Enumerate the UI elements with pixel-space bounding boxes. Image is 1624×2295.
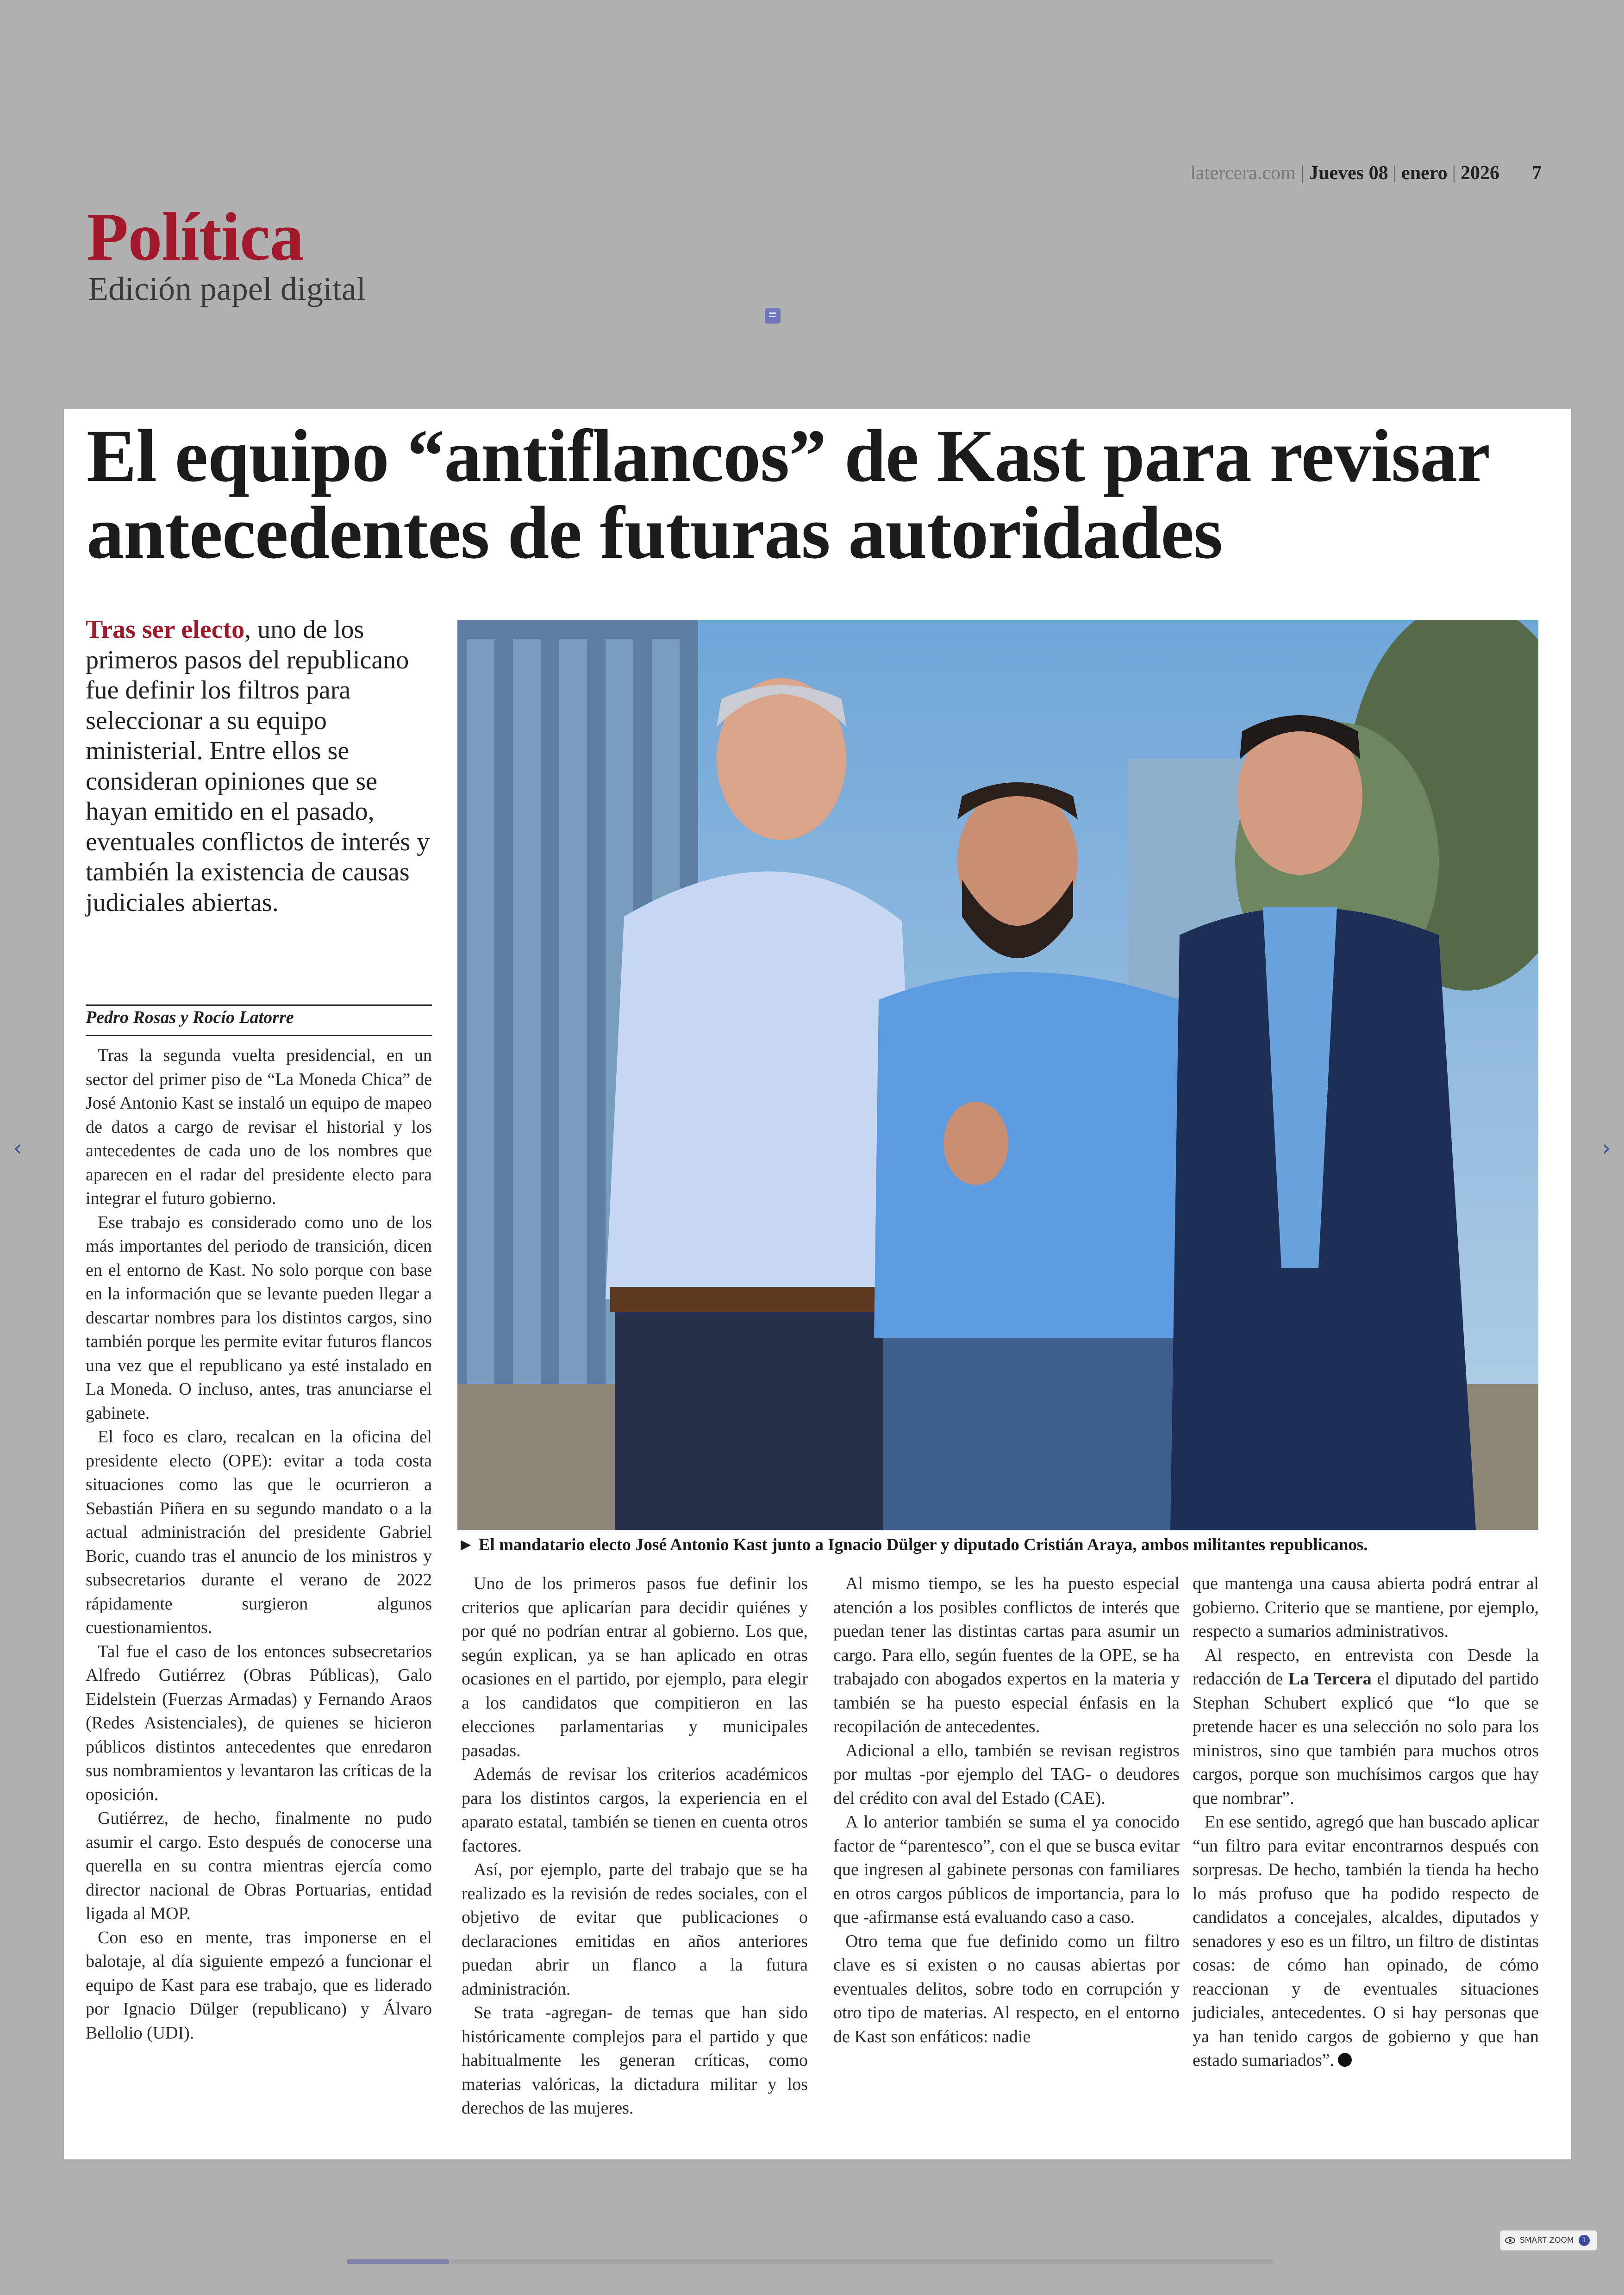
- paragraph: Tal fue el caso de los entonces subsecretarios Alfredo Gutiérrez (Obras Públicas), Galo Eidelstein (Fuerzas Armadas) y Fernando Araos (Redes Asistenciales), de quienes se hicieron públicos distintos antecedentes que enredaron sus nombramientos y levantaron las críticas de la oposición.: [86, 1641, 432, 1804]
- newspaper-name: La Tercera: [1288, 1669, 1372, 1689]
- lead-text: , uno de los primeros pasos del republicano fue definir los filtros para seleccionar a su equipo ministerial. Entre ellos se consideran opiniones que se hayan emitido en el pasado, eventuales conflictos de interés y también la existencia de causas judiciales abiertas.: [86, 615, 430, 917]
- previous-page-button[interactable]: ‹: [13, 1135, 22, 1160]
- paragraph: Así, por ejemplo, parte del trabajo que se ha realizado es la revisión de redes sociales, con el objetivo de evitar que publicaciones o declaraciones emitidas en años anteriores puedan abrir un flanco a la futura administración.: [462, 1860, 808, 1999]
- newspaper-page: [64, 409, 1571, 2159]
- paragraph: Se trata -agregan- de temas que han sido históricamente complejos para el partido y que habitualmente les generan críticas, como materias valóricas, la dictadura militar y los derechos de las mujeres.: [462, 2003, 808, 2118]
- page-progress-bar[interactable]: [347, 2259, 1273, 2264]
- paragraph: Además de revisar los criterios académicos para los distintos cargos, la experiencia en el aparato estatal, también se tienen en cuenta otros factores.: [462, 1765, 808, 1856]
- paragraph: En ese sentido, agregó que han buscado aplicar “un filtro para evitar encontrarnos después con sorpresas. De hecho, también la tienda ha hecho lo más profuso que ha podido respecto de candidatos a concejales, alcaldes, diputados y senadores y eso es un filtro, un filtro de distintas cosas: de cómo han opinado, de cómo reaccionan y de eventuales situaciones judiciales, antecedentes. O si hay personas que ya han tenido cargos de gobierno y que han estado sumariados”.: [1193, 1812, 1539, 2070]
- text-column-2: [462, 1572, 808, 2120]
- page-number: 7: [1532, 162, 1542, 184]
- date-line: latercera.com | Jueves 08 | enero | 2026 7: [1190, 162, 1542, 184]
- text-column-3: [833, 1572, 1180, 2049]
- paragraph: A lo anterior también se suma el ya conocido factor de “parentesco”, con el que se busca evitar que ingresen al gabinete personas con familiares en otros cargos públicos de importancia, para lo que -afirmanse está evaluando caso a caso.: [833, 1812, 1180, 1927]
- article-headline: El equipo “antiflancos” de Kast para revisar antecedentes de futuras autoridades: [87, 415, 1489, 574]
- paragraph: Tras la segunda vuelta presidencial, en un sector del primer piso de “La Moneda Chica” de José Antonio Kast se instaló un equipo de mapeo de datos a cargo de revisar el historial y los antecedentes de cada uno de los nombres que aparecen en el radar del presidente electo para integrar el futuro gobierno.: [86, 1046, 432, 1208]
- divider: [86, 1035, 432, 1036]
- next-page-button[interactable]: ›: [1602, 1135, 1611, 1160]
- paragraph: El foco es claro, recalcan en la oficina del presidente electo (OPE): evitar a toda costa situaciones como las que le ocurrieron a Sebastián Piñera en su segundo mandato o a la actual administración del presidente Gabriel Boric, cuando tras el anuncio de los ministros y subsecretarios durante el verano de 2022 rápidamente surgieron algunos cuestionamientos.: [86, 1427, 432, 1637]
- article-photo: [457, 620, 1538, 1530]
- paragraph: Adicional a ello, también se revisan registros por multas -por ejemplo del TAG- o deudores del crédito con aval del Estado (CAE).: [833, 1740, 1180, 1808]
- date-day: Jueves 08: [1309, 162, 1388, 184]
- smart-zoom-label: SMART ZOOM: [1520, 2236, 1574, 2245]
- page-progress-fill: [347, 2259, 449, 2264]
- article-author: Pedro Rosas y Rocío Latorre: [86, 1008, 294, 1027]
- lead-highlight: Tras ser electo: [86, 615, 245, 644]
- site-name: latercera.com: [1190, 162, 1296, 184]
- end-mark-icon: [1338, 2053, 1352, 2067]
- paragraph: Gutiérrez, de hecho, finalmente no pudo asumir el cargo. Esto después de conocerse una querella en su contra mientras ejercía como director nacional de Obras Portuarias, entidad ligada al MOP.: [86, 1809, 432, 1923]
- article-lead: [86, 615, 437, 918]
- smart-zoom-count: 1: [1579, 2235, 1590, 2246]
- eye-icon: [1505, 2237, 1515, 2244]
- paragraph: Con eso en mente, tras imponerse en el balotaje, al día siguiente empezó a funcionar el equipo de Kast para ese trabajo, que es liderado por Ignacio Dülger (republicano) y Álvaro Bellolio (UDI).: [86, 1927, 432, 2043]
- paragraph: Al mismo tiempo, se les ha puesto especial atención a los posibles conflictos de interés que puedan tener las distintas cartas para asumir un cargo. Para ello, según fuentes de la OPE, se ha trabajado con abogados expertos en la materia y también se ha puesto especial énfasis en la recopilación de antecedentes.: [833, 1574, 1180, 1736]
- date-month: enero: [1401, 162, 1448, 184]
- section-title: Política: [87, 199, 304, 275]
- paragraph: Ese trabajo es considerado como uno de los más importantes del periodo de transición, dicen en el entorno de Kast. No solo porque con base en la información que se levante pueden llegar a descartar nombres para los distintos cargos, sino también porque les permite evitar futuros flancos una vez que el republicano ya esté instalado en La Moneda. O incluso, antes, tras anunciarse el gabinete.: [86, 1212, 432, 1423]
- paragraph: Otro tema que fue definido como un filtro clave es si existen o no causas abiertas por eventuales delitos, sobre todo en corrupción y otro tipo de materias. Al respecto, en el entorno de Kast son enfáticos: nadie: [833, 1931, 1180, 2046]
- date-year: 2026: [1461, 162, 1499, 184]
- photo-caption: ► El mandatario electo José Antonio Kast junto a Ignacio Dülger y diputado Cristián Araya, ambos militantes republicanos.: [457, 1535, 1368, 1554]
- divider: [86, 1004, 432, 1006]
- edition-label: Edición papel digital: [88, 270, 366, 307]
- smart-zoom-button[interactable]: [1500, 2230, 1597, 2251]
- note-icon[interactable]: [765, 308, 781, 324]
- paragraph: Al respecto, en entrevista con Desde la redacción de La Tercera el diputado del partido Stephan Schubert explicó que “lo que se pretende hacer es una selección no solo para los ministros, sino que también para muchos otros cargos, porque son muchísimos cargos que hay que nombrar”.: [1193, 1645, 1539, 1808]
- paragraph: que mantenga una causa abierta podrá entrar al gobierno. Criterio que se mantiene, por ejemplo, respecto a sumarios administrativos.: [1193, 1574, 1539, 1641]
- text-column-4: [1193, 1572, 1539, 2073]
- paragraph: Uno de los primeros pasos fue definir los criterios que aplicarían para decidir quiénes y por qué no podrían entrar al gobierno. Los que, según explican, ya se han aplicado en otras ocasiones en el partido, por ejemplo, para elegir a los candidatos que compitieron en las elecciones parlamentarias y municipales pasadas.: [462, 1574, 808, 1760]
- text-column-1: [86, 1044, 432, 2045]
